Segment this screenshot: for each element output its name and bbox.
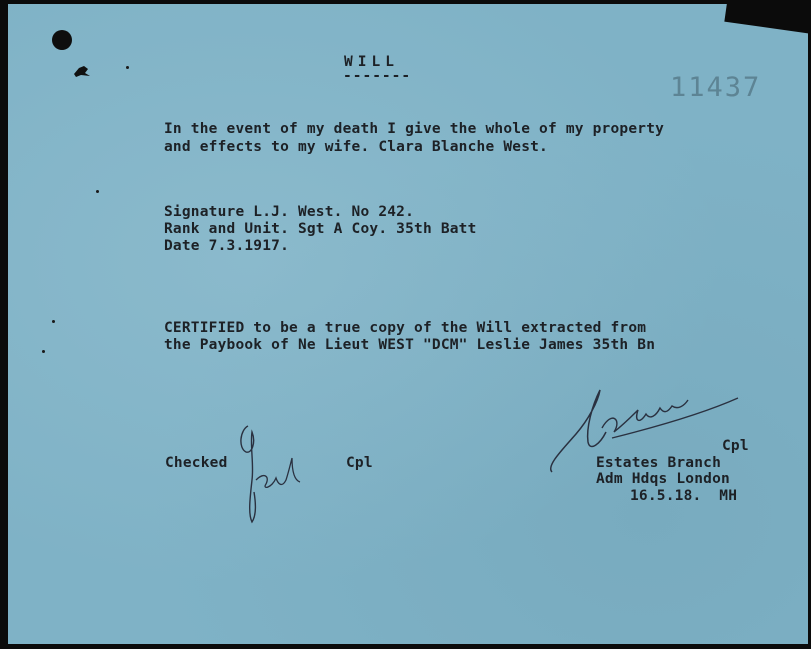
document-title: WILL bbox=[344, 54, 399, 70]
checker-signature bbox=[230, 418, 310, 528]
checked-label: Checked bbox=[165, 455, 228, 471]
bequest-line-2: and effects to my wife. Clara Blanche West. bbox=[164, 139, 548, 155]
title-underline: ------- bbox=[343, 68, 412, 84]
ink-blot bbox=[72, 64, 92, 78]
paper-speck bbox=[52, 320, 55, 323]
office-branch: Estates Branch bbox=[596, 455, 722, 471]
bequest-line-1: In the event of my death I give the whole of my property bbox=[164, 121, 665, 137]
signature-line: Signature L.J. West. No 242. bbox=[164, 204, 415, 220]
punch-hole bbox=[52, 30, 72, 50]
paper-speck bbox=[96, 190, 99, 193]
will-document bbox=[8, 4, 808, 644]
checked-rank: Cpl bbox=[346, 455, 373, 471]
date-line: Date 7.3.1917. bbox=[164, 238, 290, 254]
rank-unit-line: Rank and Unit. Sgt A Coy. 35th Batt bbox=[164, 221, 477, 237]
office-location: Adm Hdqs London bbox=[596, 471, 730, 487]
office-date-initials: 16.5.18. MH bbox=[630, 488, 738, 504]
certification-line-2: the Paybook of Ne Lieut WEST "DCM" Leslie James 35th Bn bbox=[164, 337, 656, 353]
paper-speck bbox=[126, 66, 129, 69]
certification-line-1: CERTIFIED to be a true copy of the Will extracted from bbox=[164, 320, 647, 336]
reference-number: 11437 bbox=[670, 72, 762, 103]
torn-corner bbox=[724, 4, 808, 34]
office-rank: Cpl bbox=[722, 438, 749, 454]
paper-speck bbox=[42, 350, 45, 353]
